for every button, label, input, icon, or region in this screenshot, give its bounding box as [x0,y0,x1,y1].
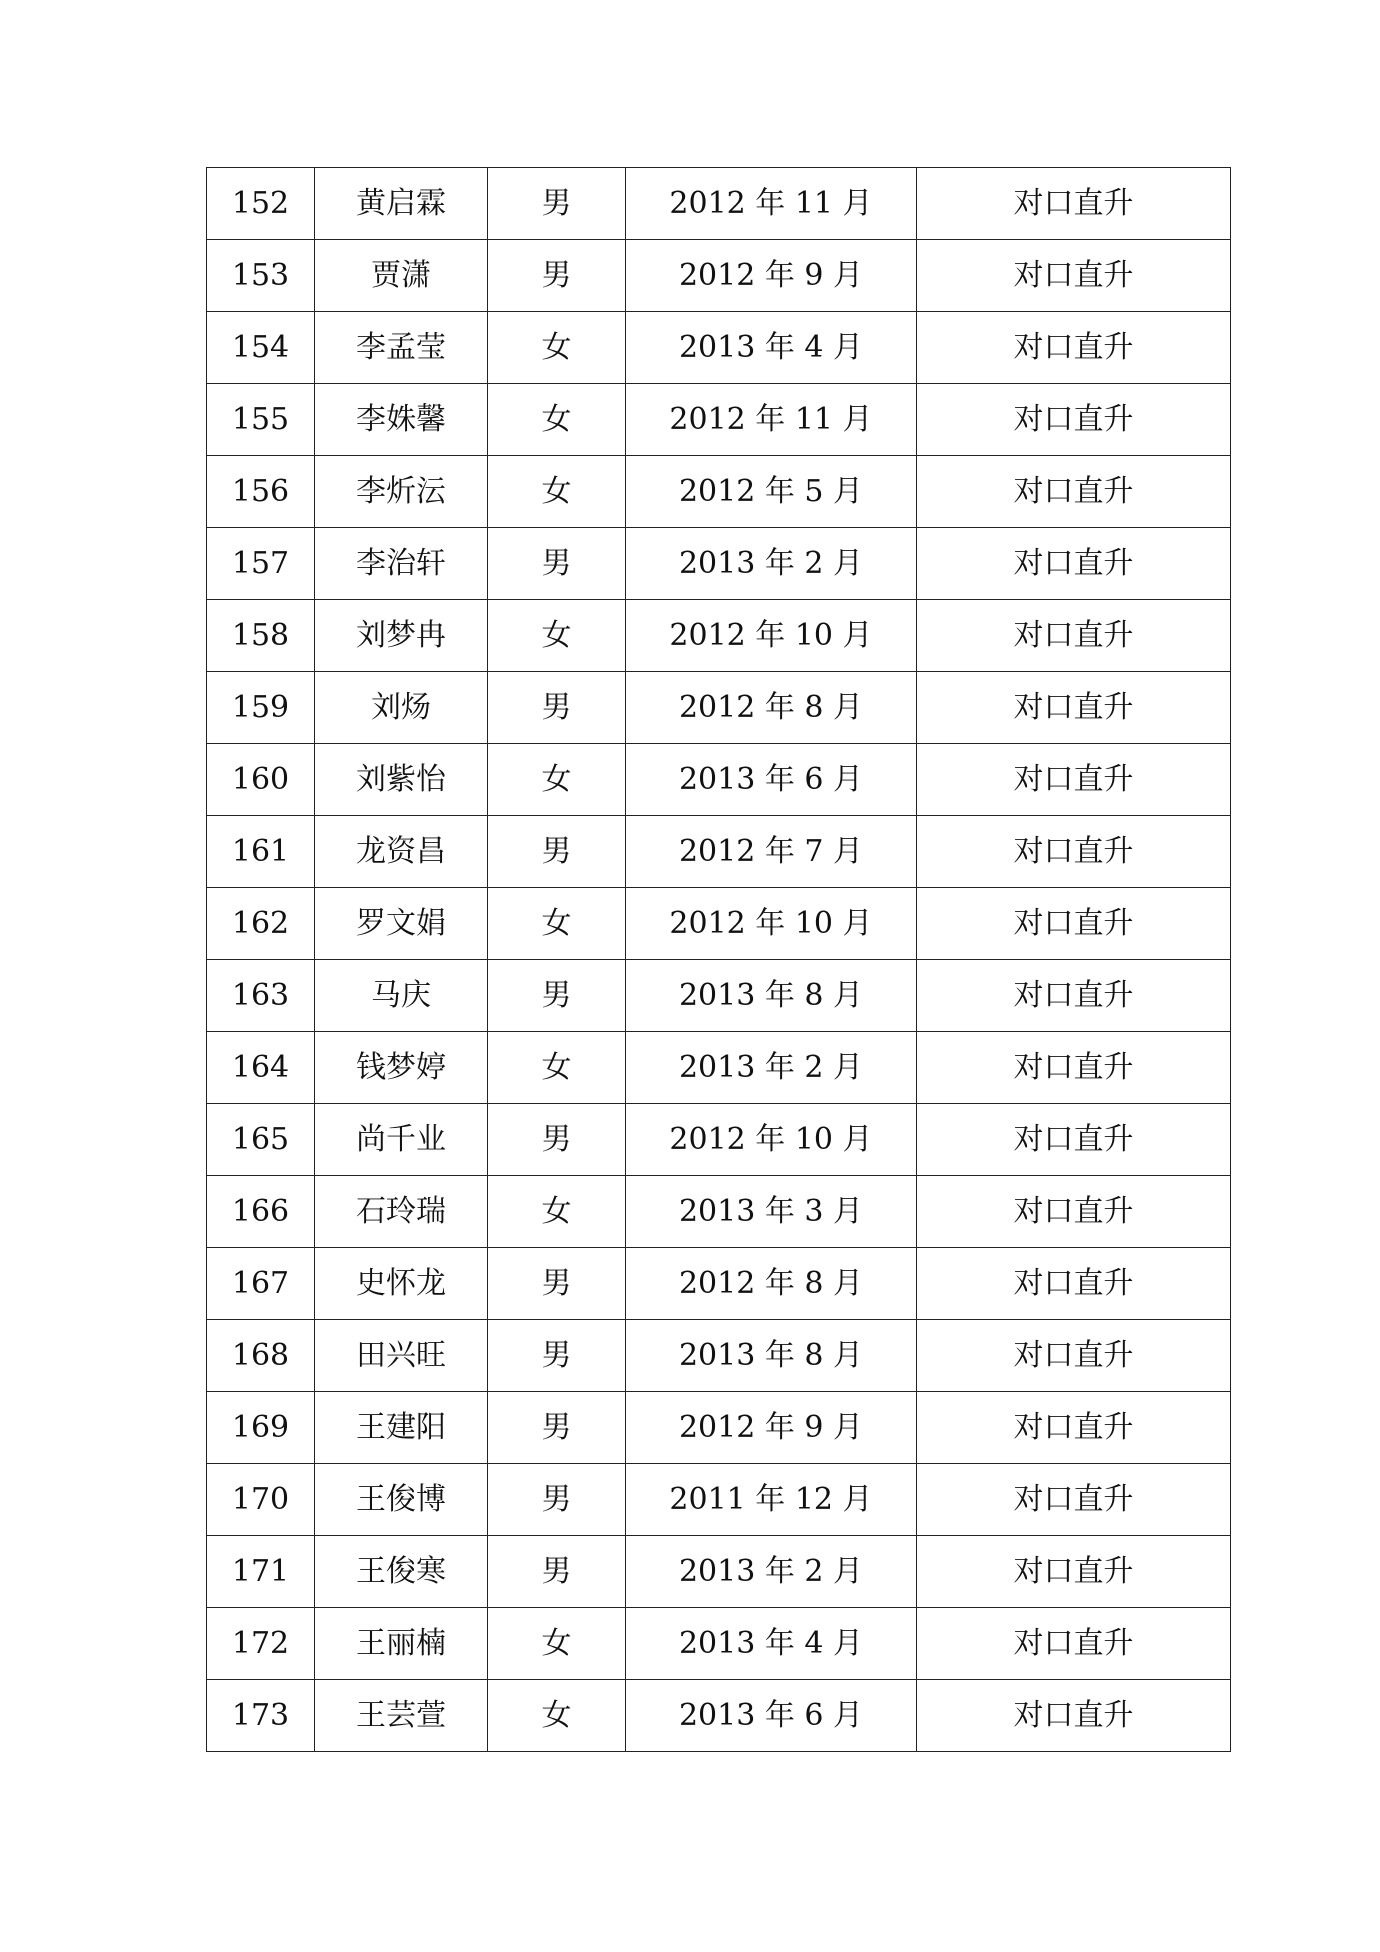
row-number: 158 [207,600,315,672]
admission-type: 对口直升 [917,1680,1231,1752]
row-number: 168 [207,1320,315,1392]
table-row [207,168,1231,240]
birth-date: 2013 年 4 月 [626,1608,917,1680]
student-name: 尚千业 [315,1104,488,1176]
table-row [207,1392,1231,1464]
roster-body [207,168,1231,1752]
student-gender: 女 [488,1032,626,1104]
birth-date: 2012 年 9 月 [626,1392,917,1464]
table-row [207,1104,1231,1176]
admission-type: 对口直升 [917,1536,1231,1608]
birth-date: 2013 年 2 月 [626,528,917,600]
row-number: 165 [207,1104,315,1176]
row-number: 161 [207,816,315,888]
student-name: 王建阳 [315,1392,488,1464]
row-number: 159 [207,672,315,744]
student-gender: 男 [488,1104,626,1176]
student-gender: 女 [488,456,626,528]
table-row [207,888,1231,960]
admission-type: 对口直升 [917,1104,1231,1176]
student-gender: 女 [488,312,626,384]
student-gender: 女 [488,1608,626,1680]
admission-type: 对口直升 [917,672,1231,744]
student-name: 钱梦婷 [315,1032,488,1104]
student-gender: 男 [488,1392,626,1464]
admission-type: 对口直升 [917,240,1231,312]
admission-type: 对口直升 [917,384,1231,456]
student-gender: 男 [488,168,626,240]
table-row [207,312,1231,384]
admission-type: 对口直升 [917,816,1231,888]
table-row [207,1032,1231,1104]
table-row [207,744,1231,816]
student-name: 王丽楠 [315,1608,488,1680]
row-number: 170 [207,1464,315,1536]
student-name: 李姝馨 [315,384,488,456]
row-number: 155 [207,384,315,456]
row-number: 160 [207,744,315,816]
table-row [207,384,1231,456]
admission-type: 对口直升 [917,1608,1231,1680]
table-row [207,672,1231,744]
admission-type: 对口直升 [917,1176,1231,1248]
student-gender: 女 [488,1680,626,1752]
student-name: 刘梦冉 [315,600,488,672]
student-gender: 男 [488,960,626,1032]
admission-type: 对口直升 [917,600,1231,672]
row-number: 167 [207,1248,315,1320]
birth-date: 2012 年 8 月 [626,1248,917,1320]
student-gender: 女 [488,1176,626,1248]
birth-date: 2013 年 8 月 [626,960,917,1032]
student-gender: 男 [488,672,626,744]
birth-date: 2013 年 3 月 [626,1176,917,1248]
row-number: 163 [207,960,315,1032]
table-row [207,456,1231,528]
row-number: 166 [207,1176,315,1248]
birth-date: 2013 年 2 月 [626,1032,917,1104]
row-number: 153 [207,240,315,312]
birth-date: 2012 年 11 月 [626,384,917,456]
student-name: 石玲瑞 [315,1176,488,1248]
birth-date: 2012 年 8 月 [626,672,917,744]
table-row [207,816,1231,888]
row-number: 152 [207,168,315,240]
birth-date: 2013 年 2 月 [626,1536,917,1608]
table-row [207,528,1231,600]
admission-type: 对口直升 [917,312,1231,384]
student-name: 龙资昌 [315,816,488,888]
table-row [207,1320,1231,1392]
student-gender: 男 [488,240,626,312]
birth-date: 2012 年 10 月 [626,1104,917,1176]
student-gender: 女 [488,744,626,816]
student-gender: 女 [488,600,626,672]
row-number: 173 [207,1680,315,1752]
row-number: 169 [207,1392,315,1464]
admission-type: 对口直升 [917,1464,1231,1536]
student-name: 王芸萱 [315,1680,488,1752]
birth-date: 2012 年 9 月 [626,240,917,312]
student-name: 黄启霖 [315,168,488,240]
student-name: 王俊博 [315,1464,488,1536]
birth-date: 2013 年 6 月 [626,1680,917,1752]
student-name: 李炘沄 [315,456,488,528]
row-number: 164 [207,1032,315,1104]
table-row [207,600,1231,672]
table-row [207,1536,1231,1608]
student-gender: 男 [488,528,626,600]
admission-type: 对口直升 [917,1392,1231,1464]
table-row [207,1176,1231,1248]
admission-type: 对口直升 [917,888,1231,960]
student-name: 李孟莹 [315,312,488,384]
table-row [207,1464,1231,1536]
birth-date: 2013 年 4 月 [626,312,917,384]
student-name: 罗文娟 [315,888,488,960]
table-row [207,1680,1231,1752]
birth-date: 2013 年 6 月 [626,744,917,816]
admission-type: 对口直升 [917,1248,1231,1320]
row-number: 162 [207,888,315,960]
birth-date: 2012 年 5 月 [626,456,917,528]
birth-date: 2012 年 11 月 [626,168,917,240]
student-name: 马庆 [315,960,488,1032]
birth-date: 2013 年 8 月 [626,1320,917,1392]
student-name: 李治轩 [315,528,488,600]
student-gender: 男 [488,816,626,888]
table-row [207,960,1231,1032]
student-gender: 女 [488,888,626,960]
row-number: 172 [207,1608,315,1680]
table-row [207,1608,1231,1680]
admission-type: 对口直升 [917,168,1231,240]
admission-type: 对口直升 [917,960,1231,1032]
birth-date: 2012 年 10 月 [626,600,917,672]
table-row [207,240,1231,312]
table-row [207,1248,1231,1320]
row-number: 171 [207,1536,315,1608]
student-name: 史怀龙 [315,1248,488,1320]
admission-type: 对口直升 [917,1320,1231,1392]
admission-type: 对口直升 [917,744,1231,816]
row-number: 154 [207,312,315,384]
student-name: 贾潇 [315,240,488,312]
student-gender: 男 [488,1248,626,1320]
student-name: 刘紫怡 [315,744,488,816]
student-gender: 女 [488,384,626,456]
birth-date: 2012 年 10 月 [626,888,917,960]
row-number: 157 [207,528,315,600]
student-name: 田兴旺 [315,1320,488,1392]
student-gender: 男 [488,1536,626,1608]
birth-date: 2012 年 7 月 [626,816,917,888]
birth-date: 2011 年 12 月 [626,1464,917,1536]
admission-type: 对口直升 [917,456,1231,528]
student-gender: 男 [488,1464,626,1536]
student-roster-table [206,167,1231,1752]
student-name: 王俊寒 [315,1536,488,1608]
admission-type: 对口直升 [917,528,1231,600]
student-gender: 男 [488,1320,626,1392]
admission-type: 对口直升 [917,1032,1231,1104]
student-name: 刘炀 [315,672,488,744]
row-number: 156 [207,456,315,528]
